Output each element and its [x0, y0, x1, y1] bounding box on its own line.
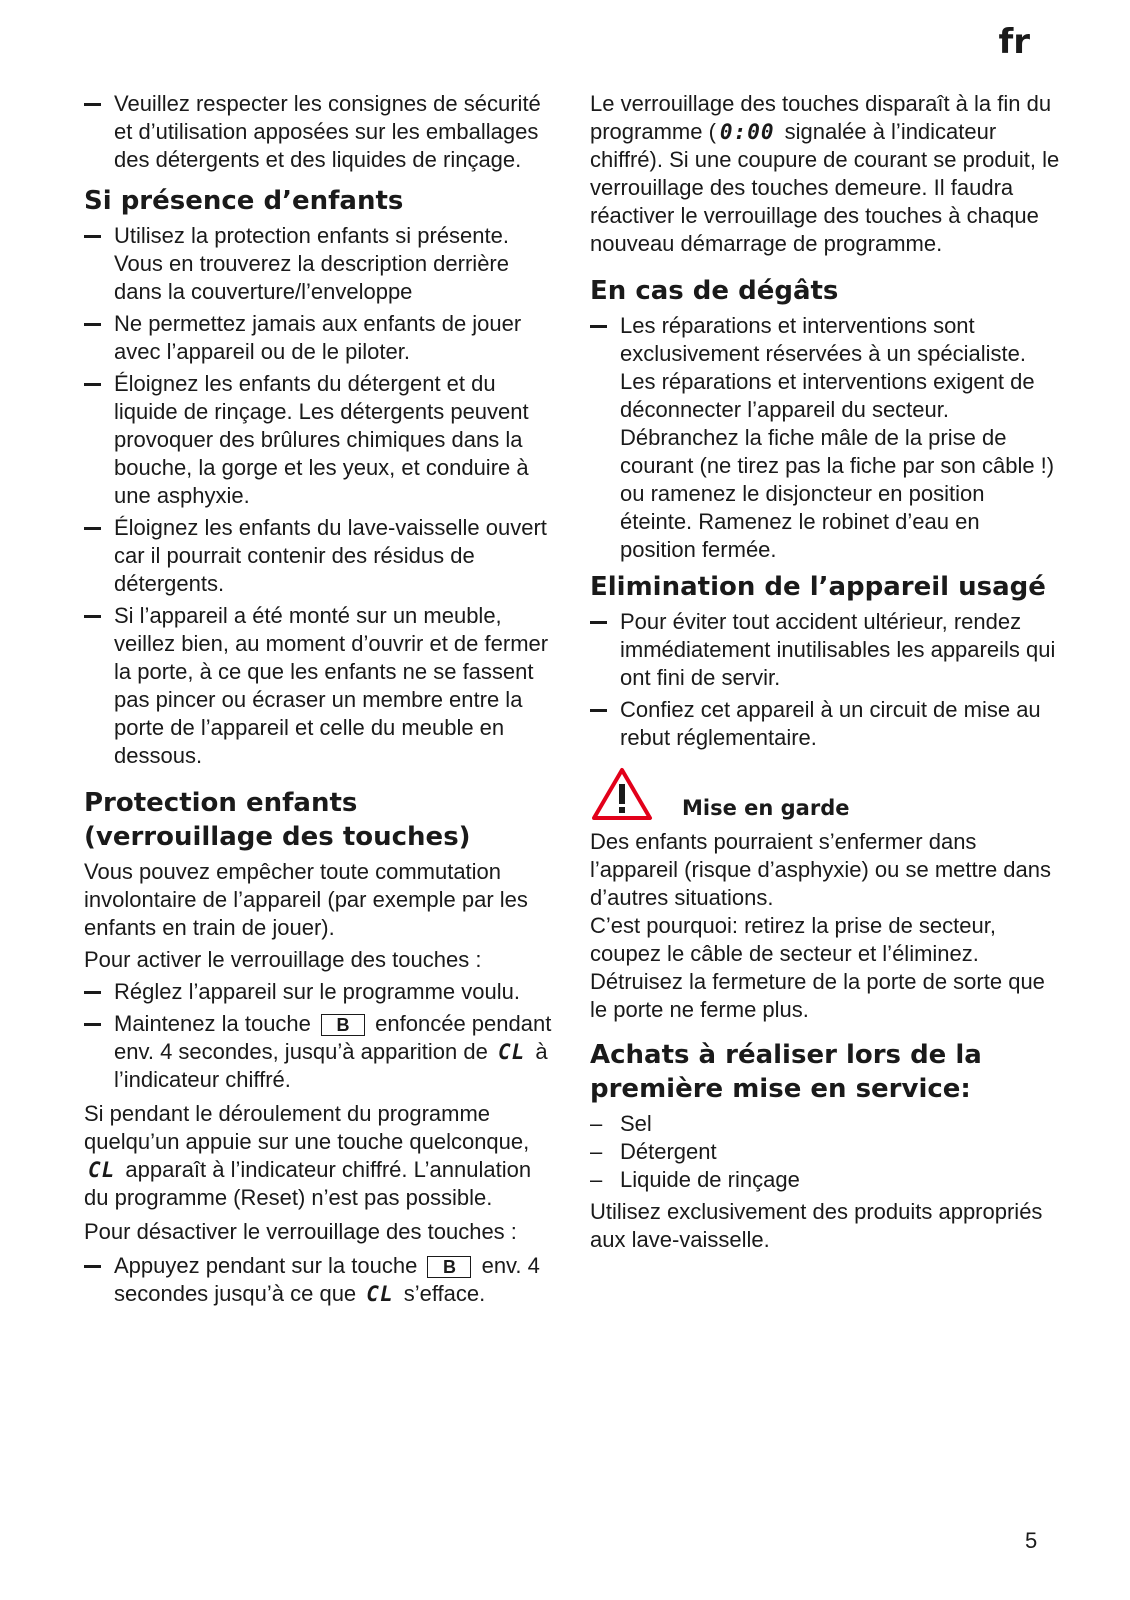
bullet-no-play: Ne permettez jamais aux enfants de jouer avec l’appareil ou de le piloter.	[84, 310, 554, 366]
paragraph-use-products: Utilisez exclusivement des produits appropriés aux lave-vaisselle.	[590, 1199, 1043, 1252]
bullet-detergent-safety: Veuillez respecter les consignes de sécurité et d’utilisation apposées sur les emballages des détergents et des liquides de rinçage.	[84, 90, 554, 174]
bullet-dash-icon	[590, 312, 620, 564]
bullet-dash-icon	[84, 1252, 114, 1308]
bullet-set-program: Réglez l’appareil sur le programme voulu.	[84, 978, 554, 1006]
paragraph-children-lock-in: Des enfants pourraient s’enfermer dans l’appareil (risque d’asphyxie) ou se mettre dans d’autres situations.	[590, 829, 1052, 910]
language-code: fr	[998, 22, 1030, 62]
paragraph-during-program: Si pendant le déroulement du programme quelqu’un appuie sur une touche quelconque, CL apparaît à l’indicateur chiffré. L’annulation du programme (Reset) n’est pas possible.	[84, 1101, 532, 1210]
display-cl-icon: CL	[497, 1040, 526, 1064]
warning-label: Mise en garde	[682, 796, 850, 820]
bullet-dash-icon	[84, 370, 114, 510]
paragraph-lock-disappears: Le verrouillage des touches disparaît à la fin du programme ( 0:00 signalée à l’indicateur chiffré). Si une coupure de courant se produit, le verrouillage des touches demeure. Il faudra réactiver le verrouillage des touches à chaque nouveau démarrage de programme.	[590, 91, 1060, 256]
bullet-dash-icon	[84, 514, 114, 598]
key-b-icon: B	[321, 1014, 365, 1036]
display-cl-icon: CL	[366, 1282, 394, 1306]
paragraph-activate: Pour activer le verrouillage des touches :	[84, 947, 482, 972]
heading-disposal: Elimination de l’appareil usagé	[590, 572, 1046, 602]
list-item-rinse-aid: – Liquide de rinçage	[590, 1167, 800, 1192]
bullet-child-protection: Utilisez la protection enfants si présente. Vous en trouverez la description derrière dans la couverture/l’enveloppe	[84, 222, 554, 306]
right-column	[590, 90, 1060, 1254]
warning-triangle-icon	[590, 766, 654, 822]
page-number: 5	[1025, 1528, 1038, 1553]
bullet-render-unusable: Pour éviter tout accident ultérieur, rendez immédiatement inutilisables les appareils qui ont fini de servir.	[590, 608, 1060, 692]
heading-damage: En cas de dégâts	[590, 276, 839, 306]
bullet-dash-icon	[84, 90, 114, 174]
warning-block	[590, 766, 1060, 822]
bullet-hold-key: Maintenez la touche B enfoncée pendant env. 4 secondes, jusqu’à apparition de CL à l’indicateur chiffré.	[84, 1010, 554, 1094]
bullet-dash-icon	[84, 222, 114, 306]
paragraph-remove-plug: C’est pourquoi: retirez la prise de secteur, coupez le câble de secteur et l’éliminez. Détruisez la fermeture de la porte de sorte que le porte ne ferme plus.	[590, 913, 1045, 1022]
bullet-repairs: Les réparations et interventions sont exclusivement réservées à un spécialiste. Les réparations et interventions exigent de déconnecter l’appareil du secteur. Débranchez la fiche mâle de la prise de courant (ne tirez pas la fiche par son câble !) ou ramenez le disjoncteur en position éteinte. Ramenez le robinet d’eau en position fermée.	[590, 312, 1060, 564]
bullet-dash-icon	[590, 608, 620, 692]
list-item-detergent: – Détergent	[590, 1139, 717, 1164]
bullet-press-key: Appuyez pendant sur la touche B env. 4 secondes jusqu’à ce que CL s’efface.	[84, 1252, 554, 1308]
heading-key-lock: Protection enfants (verrouillage des touches)	[84, 788, 471, 852]
bullet-dash-icon	[84, 978, 114, 1006]
display-cl-icon: CL	[88, 1158, 116, 1182]
bullet-dash-icon	[84, 602, 114, 770]
bullet-dash-icon	[590, 696, 620, 752]
display-000-icon: 0:00	[719, 120, 775, 144]
bullet-dash-icon	[84, 310, 114, 366]
bullet-recycling: Confiez cet appareil à un circuit de mise au rebut réglementaire.	[590, 696, 1060, 752]
left-column	[84, 90, 554, 1308]
paragraph-deactivate: Pour désactiver le verrouillage des touches :	[84, 1219, 517, 1244]
bullet-keep-away-dishwasher: Éloignez les enfants du lave-vaisselle ouvert car il pourrait contenir des résidus de détergents.	[84, 514, 554, 598]
heading-purchases: Achats à réaliser lors de la première mise en service:	[590, 1040, 982, 1104]
list-item-salt: – Sel	[590, 1111, 652, 1136]
key-b-icon: B	[427, 1256, 471, 1278]
bullet-keep-away-detergent: Éloignez les enfants du détergent et du liquide de rinçage. Les détergents peuvent provoquer des brûlures chimiques dans la bouche, la gorge et les yeux, et conduire à une asphyxie.	[84, 370, 554, 510]
heading-children: Si présence d’enfants	[84, 186, 404, 216]
bullet-dash-icon	[84, 1010, 114, 1094]
paragraph-key-lock-intro: Vous pouvez empêcher toute commutation involontaire de l’appareil (par exemple par les enfants en train de jouer).	[84, 859, 528, 940]
bullet-furniture-door: Si l’appareil a été monté sur un meuble, veillez bien, au moment d’ouvrir et de fermer la porte, à ce que les enfants ne se fassent pas pincer ou écraser un membre entre la porte de l’appareil et celle du meuble en dessous.	[84, 602, 554, 770]
